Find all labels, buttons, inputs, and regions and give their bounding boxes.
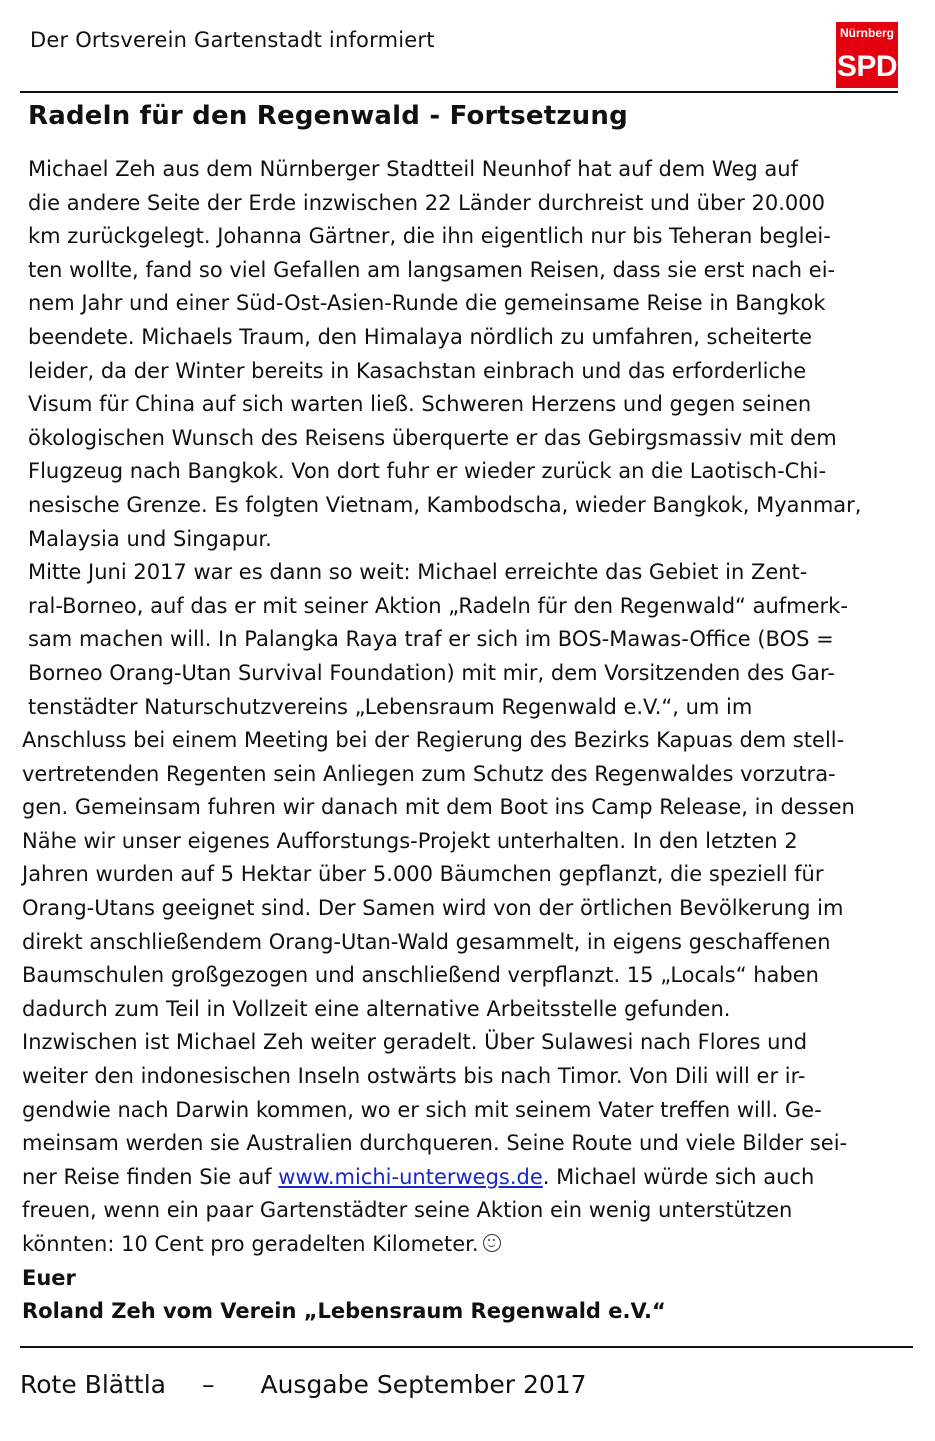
article-title: Radeln für den Regenwald - Fortsetzung — [28, 101, 628, 131]
body-line: Visum für China auf sich warten ließ. Schweren Herzens und gegen seinen — [28, 392, 812, 417]
link-line-before: ner Reise finden Sie auf — [22, 1164, 279, 1189]
article-body — [22, 153, 898, 1329]
body-line-last — [22, 1228, 898, 1262]
body-line: tenstädter Naturschutzvereins „Lebensraum Regenwald e.V.“, um im — [28, 694, 753, 719]
body-line: meinsam werden sie Australien durchqueren. Seine Route und viele Bilder sei- — [22, 1131, 848, 1156]
footer-dash: – — [201, 1370, 215, 1399]
body-line: vertretenden Regenten sein Anliegen zum Schutz des Regenwaldes vorzutra- — [22, 761, 836, 786]
body-line: ökologischen Wunsch des Reisens überquerte er das Gebirgsmassiv mit dem — [28, 425, 837, 450]
body-line: Flugzeug nach Bangkok. Von dort fuhr er wieder zurück an die Laotisch-Chi- — [28, 459, 827, 484]
logo-city-label: Nürnberg — [840, 26, 894, 40]
body-line: freuen, wenn ein paar Gartenstädter seine Aktion ein wenig unterstützen — [22, 1198, 793, 1223]
last-line-text: könnten: 10 Cent pro geradelten Kilometer. — [22, 1232, 479, 1256]
body-line: nesische Grenze. Es folgten Vietnam, Kambodscha, wieder Bangkok, Myanmar, — [28, 492, 862, 517]
body-line: Inzwischen ist Michael Zeh weiter geradelt. Über Sulawesi nach Flores und — [22, 1030, 808, 1055]
body-line: ten wollte, fand so viel Gefallen am langsamen Reisen, dass sie erst nach ei- — [28, 257, 836, 282]
website-link[interactable]: www.michi-unterwegs.de — [278, 1164, 543, 1189]
body-line-with-link — [22, 1161, 898, 1195]
footer — [20, 1370, 587, 1399]
body-line: Baumschulen großgezogen und anschließend verpflanzt. 15 „Locals“ haben — [22, 963, 819, 988]
body-line: ral-Borneo, auf das er mit seiner Aktion „Radeln für den Regenwald“ aufmerk- — [28, 593, 848, 618]
logo-party-label: SPD — [836, 50, 898, 83]
body-line: dadurch zum Teil in Vollzeit eine alternative Arbeitsstelle gefunden. — [22, 996, 731, 1021]
body-line: Orang-Utans geeignet sind. Der Samen wird von der örtlichen Bevölkerung im — [22, 896, 844, 921]
footer-divider — [20, 1346, 913, 1348]
smiley-icon — [483, 1234, 501, 1252]
body-line: nem Jahr und einer Süd-Ost-Asien-Runde die gemeinsame Reise in Bangkok — [28, 291, 826, 316]
spd-logo — [836, 22, 898, 88]
signoff-greeting: Euer — [22, 1265, 76, 1290]
body-line: gen. Gemeinsam fuhren wir danach mit dem Boot ins Camp Release, in dessen — [22, 795, 855, 820]
body-line: km zurückgelegt. Johanna Gärtner, die ihn eigentlich nur bis Teheran beglei- — [28, 224, 831, 249]
body-line: Malaysia und Singapur. — [28, 526, 272, 551]
body-line: Nähe wir unser eigenes Aufforstungs-Projekt unterhalten. In den letzten 2 — [22, 828, 798, 853]
body-line: sam machen will. In Palangka Raya traf er sich im BOS-Mawas-Office (BOS = — [28, 627, 834, 652]
body-line: die andere Seite der Erde inzwischen 22 Länder durchreist und über 20.000 — [28, 190, 826, 215]
footer-publication: Rote Blättla — [20, 1370, 166, 1399]
link-line-after: . Michael würde sich auch — [542, 1164, 815, 1189]
body-line: direkt anschließendem Orang-Utan-Wald gesammelt, in eigens geschaffenen — [22, 929, 831, 954]
body-line: Jahren wurden auf 5 Hektar über 5.000 Bäumchen gepflanzt, die speziell für — [22, 862, 824, 887]
body-line: Anschluss bei einem Meeting bei der Regierung des Bezirks Kapuas dem stell- — [22, 728, 845, 753]
header-org-text: Der Ortsverein Gartenstadt informiert — [30, 28, 435, 52]
body-line: gendwie nach Darwin kommen, wo er sich mit seinem Vater treffen will. Ge- — [22, 1097, 822, 1122]
body-line: weiter den indonesischen Inseln ostwärts bis nach Timor. Von Dili will er ir- — [22, 1064, 806, 1089]
body-line: beendete. Michaels Traum, den Himalaya nördlich zu umfahren, scheiterte — [28, 324, 813, 349]
body-line: Mitte Juni 2017 war es dann so weit: Michael erreichte das Gebiet in Zent- — [28, 560, 808, 585]
footer-issue: Ausgabe September 2017 — [260, 1370, 587, 1399]
body-line: Borneo Orang-Utan Survival Foundation) mit mir, dem Vorsitzenden des Gar- — [28, 660, 835, 685]
header-divider — [20, 91, 898, 93]
body-line: Michael Zeh aus dem Nürnberger Stadtteil Neunhof hat auf dem Weg auf — [28, 157, 798, 181]
body-line: leider, da der Winter bereits in Kasachstan einbrach und das erforderliche — [28, 358, 807, 383]
signoff-author: Roland Zeh vom Verein „Lebensraum Regenwald e.V.“ — [22, 1299, 666, 1324]
